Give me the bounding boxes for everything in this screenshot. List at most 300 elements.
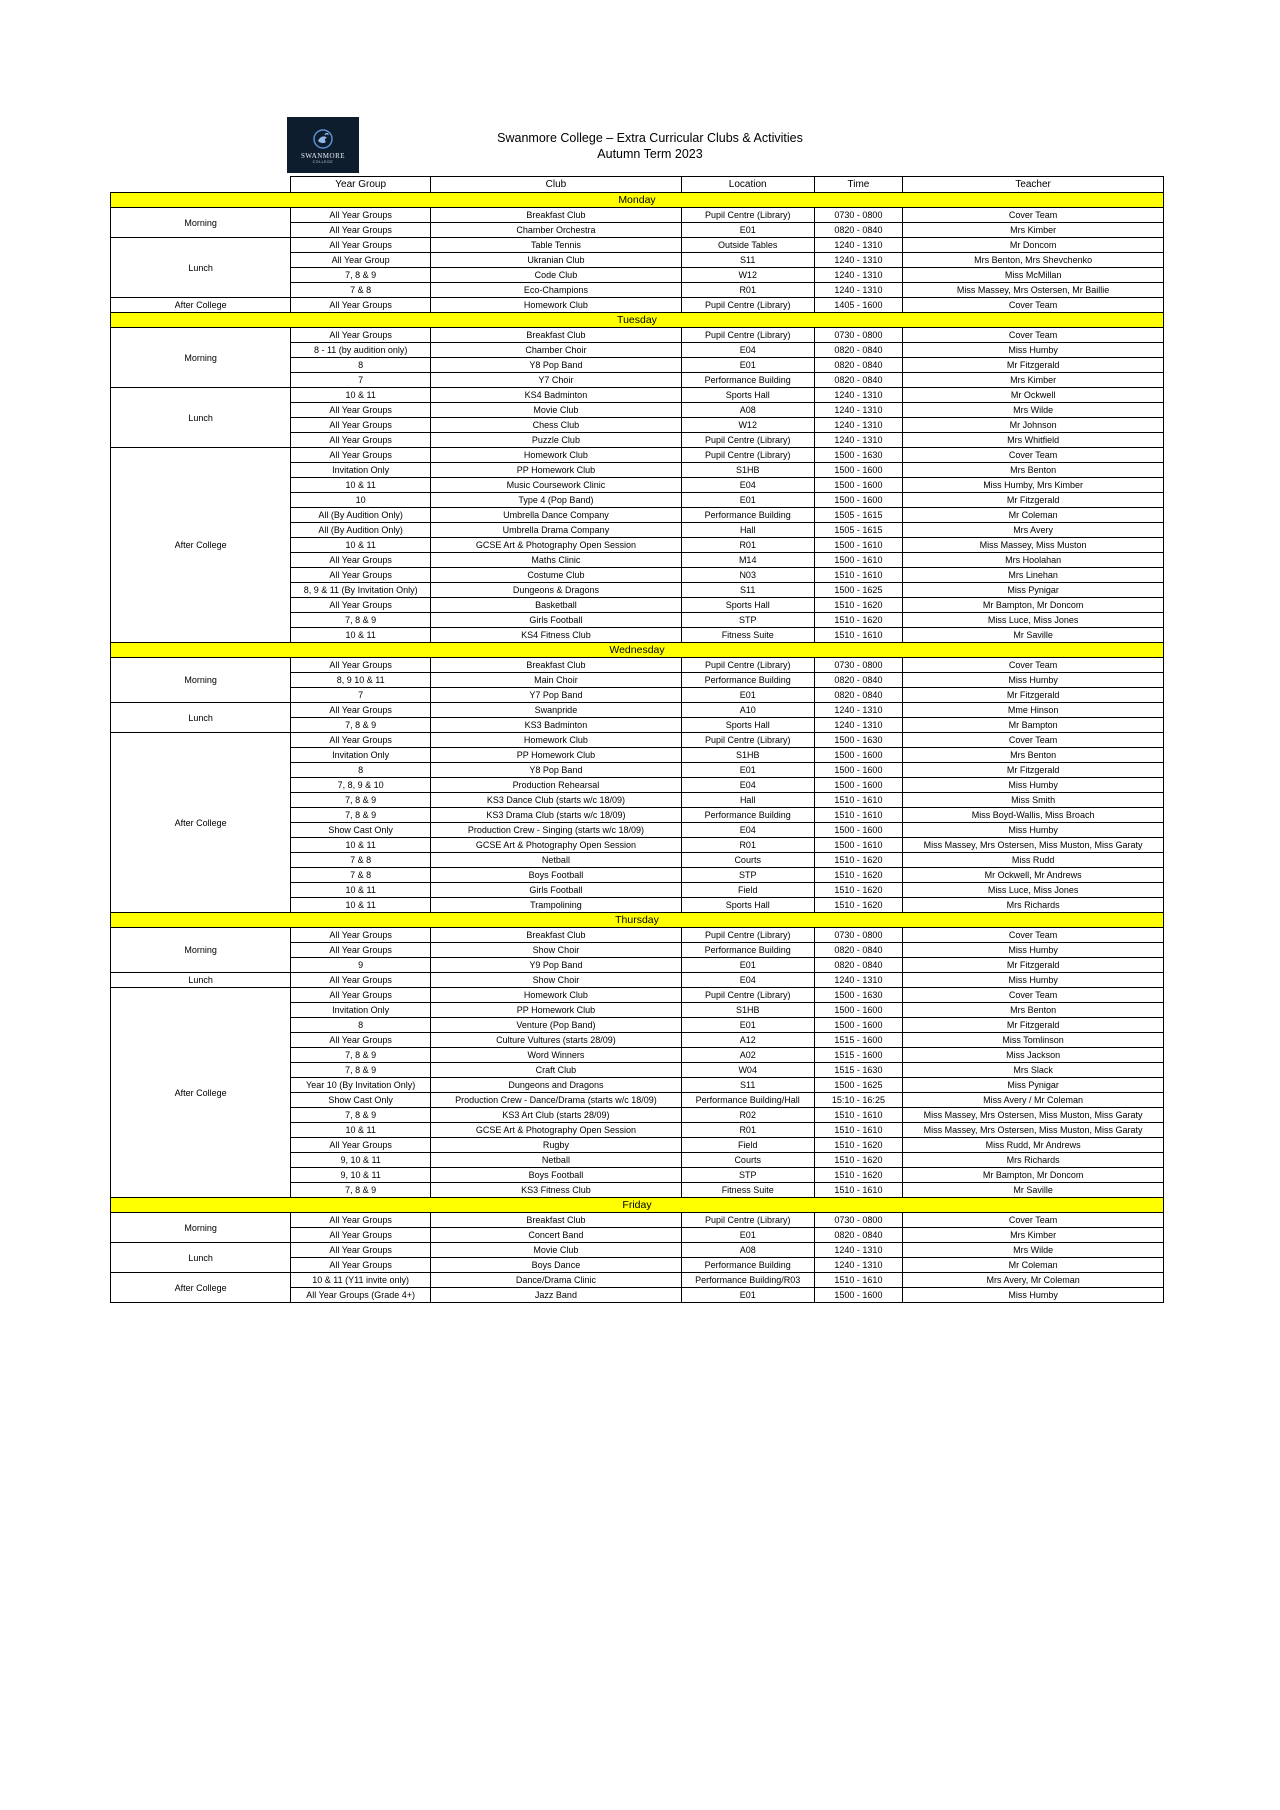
header-row <box>111 177 1164 193</box>
club-cell: Y8 Pop Band <box>431 358 682 373</box>
club-cell: Puzzle Club <box>431 433 682 448</box>
teacher-cell: Mrs Benton <box>903 1003 1164 1018</box>
teacher-cell: Miss Smith <box>903 793 1164 808</box>
year-group-cell: All Year Groups <box>291 733 431 748</box>
year-group-cell: All Year Groups <box>291 928 431 943</box>
location-cell: E01 <box>681 1228 814 1243</box>
year-group-cell: 9, 10 & 11 <box>291 1153 431 1168</box>
session-label: Lunch <box>111 973 291 988</box>
year-group-cell: 8 - 11 (by audition only) <box>291 343 431 358</box>
time-cell: 0820 - 0840 <box>814 223 903 238</box>
teacher-cell: Mme Hinson <box>903 703 1164 718</box>
teacher-cell: Mr Ockwell <box>903 388 1164 403</box>
title-line-1: Swanmore College – Extra Curricular Clubs & Activities <box>497 131 803 145</box>
location-cell: Fitness Suite <box>681 628 814 643</box>
location-cell: W12 <box>681 268 814 283</box>
location-cell: E01 <box>681 1288 814 1303</box>
teacher-cell: Mrs Benton <box>903 748 1164 763</box>
club-cell: Breakfast Club <box>431 658 682 673</box>
year-group-cell: 7, 8 & 9 <box>291 268 431 283</box>
time-cell: 0730 - 0800 <box>814 328 903 343</box>
time-cell: 1510 - 1610 <box>814 808 903 823</box>
year-group-cell: All Year Groups <box>291 1228 431 1243</box>
location-cell: E01 <box>681 493 814 508</box>
year-group-cell: All Year Groups <box>291 1243 431 1258</box>
teacher-cell: Mrs Wilde <box>903 1243 1164 1258</box>
year-group-cell: 7, 8 & 9 <box>291 1063 431 1078</box>
time-cell: 1510 - 1620 <box>814 613 903 628</box>
time-cell: 1505 - 1615 <box>814 523 903 538</box>
teacher-cell: Cover Team <box>903 988 1164 1003</box>
year-group-cell: 8 <box>291 358 431 373</box>
location-cell: S1HB <box>681 1003 814 1018</box>
club-cell: Movie Club <box>431 1243 682 1258</box>
club-cell: Boys Football <box>431 1168 682 1183</box>
location-cell: A10 <box>681 703 814 718</box>
club-cell: Code Club <box>431 268 682 283</box>
location-cell: Courts <box>681 1153 814 1168</box>
session-label: After College <box>111 733 291 913</box>
year-group-cell: All Year Groups <box>291 553 431 568</box>
club-cell: Girls Football <box>431 613 682 628</box>
year-group-cell: All Year Groups <box>291 1033 431 1048</box>
club-cell: Production Crew - Dance/Drama (starts w/c 18/09) <box>431 1093 682 1108</box>
year-group-cell: 7, 8 & 9 <box>291 808 431 823</box>
location-cell: Field <box>681 883 814 898</box>
club-cell: Table Tennis <box>431 238 682 253</box>
time-cell: 1510 - 1610 <box>814 1123 903 1138</box>
location-cell: E04 <box>681 778 814 793</box>
session-label: Morning <box>111 928 291 973</box>
day-header-row <box>111 193 1164 208</box>
club-cell: PP Homework Club <box>431 748 682 763</box>
table-row <box>111 448 1164 463</box>
teacher-cell: Miss Massey, Mrs Ostersen, Miss Muston, Miss Garaty <box>903 1108 1164 1123</box>
location-cell: Sports Hall <box>681 388 814 403</box>
header-location: Location <box>681 177 814 193</box>
club-cell: Y7 Pop Band <box>431 688 682 703</box>
location-cell: S11 <box>681 1078 814 1093</box>
time-cell: 1510 - 1620 <box>814 1153 903 1168</box>
teacher-cell: Miss Rudd, Mr Andrews <box>903 1138 1164 1153</box>
year-group-cell: 7, 8, 9 & 10 <box>291 778 431 793</box>
day-header-row <box>111 643 1164 658</box>
club-cell: Concert Band <box>431 1228 682 1243</box>
location-cell: S11 <box>681 253 814 268</box>
teacher-cell: Miss Humby <box>903 1288 1164 1303</box>
location-cell: E01 <box>681 223 814 238</box>
location-cell: E01 <box>681 958 814 973</box>
header-teacher: Teacher <box>903 177 1164 193</box>
time-cell: 1240 - 1310 <box>814 1243 903 1258</box>
location-cell: A12 <box>681 1033 814 1048</box>
time-cell: 1510 - 1620 <box>814 598 903 613</box>
time-cell: 1510 - 1620 <box>814 883 903 898</box>
time-cell: 1505 - 1615 <box>814 508 903 523</box>
club-cell: Girls Football <box>431 883 682 898</box>
teacher-cell: Mrs Slack <box>903 1063 1164 1078</box>
year-group-cell: Year 10 (By Invitation Only) <box>291 1078 431 1093</box>
year-group-cell: All Year Groups <box>291 1213 431 1228</box>
club-cell: Maths Clinic <box>431 553 682 568</box>
club-cell: Ukranian Club <box>431 253 682 268</box>
year-group-cell: Show Cast Only <box>291 1093 431 1108</box>
year-group-cell: 8 <box>291 1018 431 1033</box>
time-cell: 1240 - 1310 <box>814 703 903 718</box>
year-group-cell: All Year Groups <box>291 658 431 673</box>
teacher-cell: Mr Coleman <box>903 508 1164 523</box>
club-cell: Show Choir <box>431 973 682 988</box>
teacher-cell: Cover Team <box>903 733 1164 748</box>
teacher-cell: Cover Team <box>903 448 1164 463</box>
year-group-cell: Show Cast Only <box>291 823 431 838</box>
time-cell: 0730 - 0800 <box>814 928 903 943</box>
table-row <box>111 928 1164 943</box>
location-cell: Performance Building/R03 <box>681 1273 814 1288</box>
day-name: Wednesday <box>111 643 1164 658</box>
location-cell: Hall <box>681 793 814 808</box>
teacher-cell: Mr Johnson <box>903 418 1164 433</box>
year-group-cell: 7, 8 & 9 <box>291 793 431 808</box>
location-cell: E01 <box>681 358 814 373</box>
teacher-cell: Miss McMillan <box>903 268 1164 283</box>
time-cell: 1500 - 1600 <box>814 463 903 478</box>
teacher-cell: Cover Team <box>903 298 1164 313</box>
time-cell: 0820 - 0840 <box>814 688 903 703</box>
time-cell: 1510 - 1610 <box>814 1108 903 1123</box>
club-cell: Homework Club <box>431 298 682 313</box>
location-cell: S1HB <box>681 748 814 763</box>
year-group-cell: 7, 8 & 9 <box>291 1108 431 1123</box>
club-cell: Type 4 (Pop Band) <box>431 493 682 508</box>
document-title <box>400 130 900 162</box>
location-cell: A02 <box>681 1048 814 1063</box>
table-row <box>111 658 1164 673</box>
time-cell: 0820 - 0840 <box>814 673 903 688</box>
location-cell: STP <box>681 613 814 628</box>
timetable-body <box>111 193 1164 1303</box>
session-label: Morning <box>111 1213 291 1243</box>
swan-crest-icon <box>311 128 335 150</box>
club-cell: GCSE Art & Photography Open Session <box>431 838 682 853</box>
teacher-cell: Mrs Richards <box>903 1153 1164 1168</box>
time-cell: 0820 - 0840 <box>814 958 903 973</box>
time-cell: 1240 - 1310 <box>814 433 903 448</box>
time-cell: 1500 - 1625 <box>814 583 903 598</box>
year-group-cell: 7 & 8 <box>291 283 431 298</box>
teacher-cell: Miss Humby <box>903 973 1164 988</box>
club-cell: Costume Club <box>431 568 682 583</box>
session-label: Lunch <box>111 703 291 733</box>
time-cell: 0730 - 0800 <box>814 658 903 673</box>
club-cell: KS3 Badminton <box>431 718 682 733</box>
day-header-row <box>111 313 1164 328</box>
title-line-2: Autumn Term 2023 <box>597 147 703 161</box>
teacher-cell: Mr Fitzgerald <box>903 493 1164 508</box>
teacher-cell: Miss Tomlinson <box>903 1033 1164 1048</box>
club-cell: PP Homework Club <box>431 1003 682 1018</box>
location-cell: Sports Hall <box>681 718 814 733</box>
teacher-cell: Miss Humby <box>903 673 1164 688</box>
teacher-cell: Mr Fitzgerald <box>903 358 1164 373</box>
club-cell: Dance/Drama Clinic <box>431 1273 682 1288</box>
teacher-cell: Miss Massey, Miss Muston <box>903 538 1164 553</box>
location-cell: Sports Hall <box>681 898 814 913</box>
time-cell: 0820 - 0840 <box>814 373 903 388</box>
time-cell: 1240 - 1310 <box>814 253 903 268</box>
teacher-cell: Mrs Wilde <box>903 403 1164 418</box>
location-cell: Courts <box>681 853 814 868</box>
year-group-cell: All Year Group <box>291 253 431 268</box>
location-cell: A08 <box>681 403 814 418</box>
session-label: Morning <box>111 328 291 388</box>
teacher-cell: Mrs Linehan <box>903 568 1164 583</box>
year-group-cell: All Year Groups <box>291 703 431 718</box>
year-group-cell: All Year Groups <box>291 298 431 313</box>
year-group-cell: 10 & 11 (Y11 invite only) <box>291 1273 431 1288</box>
club-cell: Venture (Pop Band) <box>431 1018 682 1033</box>
teacher-cell: Mr Ockwell, Mr Andrews <box>903 868 1164 883</box>
year-group-cell: 8, 9 10 & 11 <box>291 673 431 688</box>
year-group-cell: All (By Audition Only) <box>291 508 431 523</box>
table-row <box>111 973 1164 988</box>
day-header-row <box>111 1198 1164 1213</box>
location-cell: E04 <box>681 973 814 988</box>
year-group-cell: 10 & 11 <box>291 538 431 553</box>
location-cell: E01 <box>681 688 814 703</box>
location-cell: R01 <box>681 538 814 553</box>
time-cell: 1510 - 1620 <box>814 853 903 868</box>
club-cell: Dungeons and Dragons <box>431 1078 682 1093</box>
time-cell: 1510 - 1610 <box>814 568 903 583</box>
teacher-cell: Mr Bampton, Mr Doncom <box>903 1168 1164 1183</box>
teacher-cell: Mr Fitzgerald <box>903 1018 1164 1033</box>
table-row <box>111 703 1164 718</box>
teacher-cell: Miss Humby <box>903 778 1164 793</box>
year-group-cell: All Year Groups <box>291 433 431 448</box>
session-label: Morning <box>111 208 291 238</box>
time-cell: 1500 - 1630 <box>814 448 903 463</box>
club-cell: Rugby <box>431 1138 682 1153</box>
year-group-cell: All Year Groups <box>291 403 431 418</box>
year-group-cell: All Year Groups <box>291 943 431 958</box>
year-group-cell: 7, 8 & 9 <box>291 1048 431 1063</box>
teacher-cell: Miss Massey, Mrs Ostersen, Mr Baillie <box>903 283 1164 298</box>
year-group-cell: 7 & 8 <box>291 868 431 883</box>
location-cell: Outside Tables <box>681 238 814 253</box>
year-group-cell: All Year Groups <box>291 988 431 1003</box>
time-cell: 0730 - 0800 <box>814 1213 903 1228</box>
location-cell: R02 <box>681 1108 814 1123</box>
location-cell: N03 <box>681 568 814 583</box>
club-cell: Production Rehearsal <box>431 778 682 793</box>
location-cell: Pupil Centre (Library) <box>681 988 814 1003</box>
club-cell: Breakfast Club <box>431 928 682 943</box>
club-cell: Movie Club <box>431 403 682 418</box>
location-cell: R01 <box>681 1123 814 1138</box>
teacher-cell: Miss Humby <box>903 943 1164 958</box>
location-cell: E01 <box>681 1018 814 1033</box>
time-cell: 1510 - 1610 <box>814 793 903 808</box>
time-cell: 1500 - 1600 <box>814 493 903 508</box>
club-cell: Chamber Choir <box>431 343 682 358</box>
teacher-cell: Mrs Benton, Mrs Shevchenko <box>903 253 1164 268</box>
time-cell: 1240 - 1310 <box>814 283 903 298</box>
year-group-cell: Invitation Only <box>291 1003 431 1018</box>
club-cell: Homework Club <box>431 988 682 1003</box>
table-row <box>111 1273 1164 1288</box>
time-cell: 1500 - 1600 <box>814 763 903 778</box>
time-cell: 1240 - 1310 <box>814 1258 903 1273</box>
year-group-cell: All Year Groups <box>291 598 431 613</box>
logo-name: SWANMORE <box>300 151 346 160</box>
logo-sub: COLLEGE <box>312 159 334 164</box>
year-group-cell: 10 & 11 <box>291 628 431 643</box>
day-name: Monday <box>111 193 1164 208</box>
teacher-cell: Mr Fitzgerald <box>903 958 1164 973</box>
year-group-cell: Invitation Only <box>291 748 431 763</box>
session-label: Morning <box>111 658 291 703</box>
location-cell: Pupil Centre (Library) <box>681 448 814 463</box>
session-label: Lunch <box>111 238 291 298</box>
time-cell: 1500 - 1600 <box>814 1288 903 1303</box>
time-cell: 1515 - 1600 <box>814 1048 903 1063</box>
club-cell: Umbrella Dance Company <box>431 508 682 523</box>
year-group-cell: 8, 9 & 11 (By Invitation Only) <box>291 583 431 598</box>
club-cell: Craft Club <box>431 1063 682 1078</box>
club-cell: Swanpride <box>431 703 682 718</box>
time-cell: 1515 - 1630 <box>814 1063 903 1078</box>
time-cell: 0820 - 0840 <box>814 358 903 373</box>
teacher-cell: Mr Saville <box>903 628 1164 643</box>
club-cell: Breakfast Club <box>431 208 682 223</box>
teacher-cell: Mr Fitzgerald <box>903 763 1164 778</box>
teacher-cell: Miss Humby, Mrs Kimber <box>903 478 1164 493</box>
year-group-cell: 10 & 11 <box>291 388 431 403</box>
location-cell: Fitness Suite <box>681 1183 814 1198</box>
location-cell: A08 <box>681 1243 814 1258</box>
location-cell: R01 <box>681 838 814 853</box>
session-label: Lunch <box>111 1243 291 1273</box>
time-cell: 1500 - 1610 <box>814 838 903 853</box>
club-cell: Eco-Champions <box>431 283 682 298</box>
clubs-timetable <box>110 176 1164 1303</box>
teacher-cell: Miss Rudd <box>903 853 1164 868</box>
club-cell: Music Coursework Clinic <box>431 478 682 493</box>
table-row <box>111 328 1164 343</box>
teacher-cell: Mrs Kimber <box>903 373 1164 388</box>
session-label: After College <box>111 1273 291 1303</box>
year-group-cell: 9 <box>291 958 431 973</box>
year-group-cell: 7, 8 & 9 <box>291 1183 431 1198</box>
club-cell: Y9 Pop Band <box>431 958 682 973</box>
year-group-cell: All Year Groups <box>291 328 431 343</box>
location-cell: Performance Building <box>681 1258 814 1273</box>
teacher-cell: Mrs Avery, Mr Coleman <box>903 1273 1164 1288</box>
location-cell: E01 <box>681 763 814 778</box>
club-cell: GCSE Art & Photography Open Session <box>431 538 682 553</box>
teacher-cell: Miss Luce, Miss Jones <box>903 883 1164 898</box>
teacher-cell: Mrs Avery <box>903 523 1164 538</box>
location-cell: Pupil Centre (Library) <box>681 928 814 943</box>
day-name: Thursday <box>111 913 1164 928</box>
time-cell: 1240 - 1310 <box>814 973 903 988</box>
day-name: Tuesday <box>111 313 1164 328</box>
time-cell: 1500 - 1600 <box>814 1018 903 1033</box>
year-group-cell: All Year Groups <box>291 568 431 583</box>
club-cell: Basketball <box>431 598 682 613</box>
time-cell: 1510 - 1620 <box>814 1168 903 1183</box>
table-row <box>111 1243 1164 1258</box>
teacher-cell: Mrs Hoolahan <box>903 553 1164 568</box>
location-cell: Performance Building <box>681 943 814 958</box>
teacher-cell: Miss Pynigar <box>903 1078 1164 1093</box>
club-cell: KS3 Art Club (starts 28/09) <box>431 1108 682 1123</box>
club-cell: Boys Dance <box>431 1258 682 1273</box>
teacher-cell: Cover Team <box>903 1213 1164 1228</box>
year-group-cell: 7 <box>291 688 431 703</box>
time-cell: 0820 - 0840 <box>814 343 903 358</box>
location-cell: S1HB <box>681 463 814 478</box>
session-label: After College <box>111 448 291 643</box>
club-cell: Boys Football <box>431 868 682 883</box>
teacher-cell: Mrs Benton <box>903 463 1164 478</box>
teacher-cell: Miss Avery / Mr Coleman <box>903 1093 1164 1108</box>
location-cell: Performance Building/Hall <box>681 1093 814 1108</box>
time-cell: 1500 - 1610 <box>814 538 903 553</box>
time-cell: 1515 - 1600 <box>814 1033 903 1048</box>
year-group-cell: 10 & 11 <box>291 883 431 898</box>
year-group-cell: 10 & 11 <box>291 478 431 493</box>
club-cell: PP Homework Club <box>431 463 682 478</box>
teacher-cell: Miss Jackson <box>903 1048 1164 1063</box>
time-cell: 1240 - 1310 <box>814 388 903 403</box>
location-cell: Performance Building <box>681 808 814 823</box>
teacher-cell: Mrs Kimber <box>903 223 1164 238</box>
table-row <box>111 733 1164 748</box>
year-group-cell: All Year Groups <box>291 418 431 433</box>
location-cell: Field <box>681 1138 814 1153</box>
location-cell: Pupil Centre (Library) <box>681 298 814 313</box>
year-group-cell: All Year Groups <box>291 973 431 988</box>
time-cell: 1405 - 1600 <box>814 298 903 313</box>
location-cell: S11 <box>681 583 814 598</box>
table-row <box>111 388 1164 403</box>
year-group-cell: 7, 8 & 9 <box>291 718 431 733</box>
header-blank <box>111 177 291 193</box>
year-group-cell: All Year Groups <box>291 1138 431 1153</box>
time-cell: 1510 - 1610 <box>814 1273 903 1288</box>
teacher-cell: Mr Doncom <box>903 238 1164 253</box>
year-group-cell: 10 & 11 <box>291 1123 431 1138</box>
location-cell: Pupil Centre (Library) <box>681 433 814 448</box>
time-cell: 1510 - 1610 <box>814 628 903 643</box>
time-cell: 1500 - 1610 <box>814 553 903 568</box>
club-cell: Y7 Choir <box>431 373 682 388</box>
time-cell: 1510 - 1620 <box>814 1138 903 1153</box>
teacher-cell: Mr Bampton <box>903 718 1164 733</box>
location-cell: Performance Building <box>681 373 814 388</box>
club-cell: Dungeons & Dragons <box>431 583 682 598</box>
time-cell: 1510 - 1610 <box>814 1183 903 1198</box>
teacher-cell: Miss Humby <box>903 343 1164 358</box>
club-cell: Breakfast Club <box>431 1213 682 1228</box>
teacher-cell: Mr Saville <box>903 1183 1164 1198</box>
teacher-cell: Miss Luce, Miss Jones <box>903 613 1164 628</box>
club-cell: GCSE Art & Photography Open Session <box>431 1123 682 1138</box>
time-cell: 1510 - 1620 <box>814 898 903 913</box>
time-cell: 1500 - 1600 <box>814 748 903 763</box>
